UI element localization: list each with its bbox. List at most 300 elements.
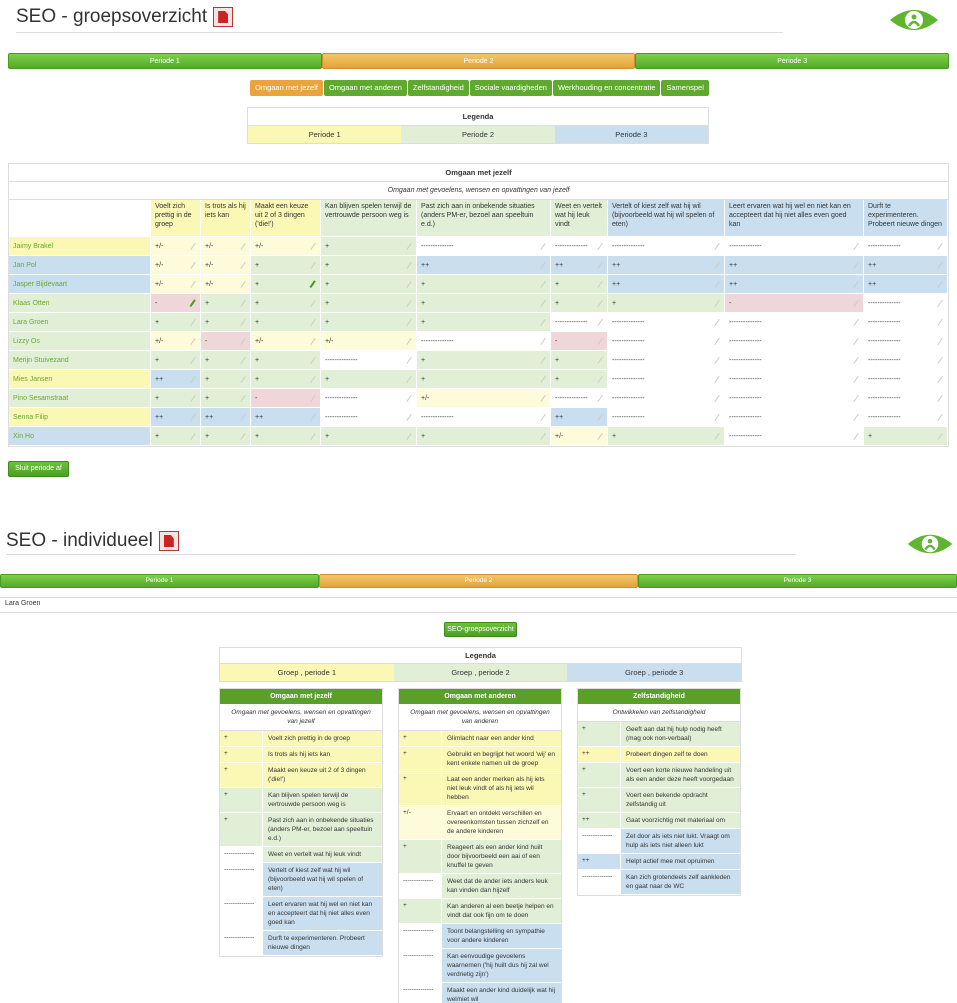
card-row	[399, 949, 561, 983]
score-cell[interactable]	[201, 370, 251, 389]
score-cell[interactable]	[251, 294, 321, 313]
column-header: Durft te experimenteren. Probeert nieuwe dingen	[864, 200, 948, 237]
edit-pencil-icon[interactable]	[933, 259, 943, 269]
score-value: +	[155, 433, 160, 440]
edit-pencil-icon[interactable]	[593, 297, 603, 307]
edit-pencil-icon[interactable]	[849, 373, 859, 383]
edit-pencil-icon[interactable]	[236, 259, 246, 269]
edit-pencil-icon[interactable]	[593, 316, 603, 326]
edit-pencil-icon[interactable]	[933, 430, 943, 440]
tab-samenspel[interactable]: Samenspel	[661, 80, 709, 96]
pdf-icon[interactable]	[159, 531, 179, 551]
score-cell[interactable]	[608, 256, 725, 275]
title-divider	[6, 554, 796, 555]
score-cell[interactable]	[551, 389, 608, 408]
group-overview-button[interactable]: SEO-groepsoverzicht	[444, 622, 517, 637]
score-cell[interactable]	[251, 332, 321, 351]
legend-item-1: Groep , periode 1	[220, 664, 394, 681]
score-cell[interactable]	[151, 389, 201, 408]
card-row	[220, 788, 382, 813]
pdf-icon[interactable]	[213, 7, 233, 27]
edit-pencil-icon[interactable]	[306, 335, 316, 345]
edit-pencil-icon[interactable]	[710, 297, 720, 307]
edit-pencil-icon[interactable]	[306, 430, 316, 440]
edit-pencil-icon[interactable]	[236, 316, 246, 326]
score-cell[interactable]	[608, 370, 725, 389]
edit-pencil-icon[interactable]	[710, 240, 720, 250]
edit-pencil-icon[interactable]	[849, 240, 859, 250]
score-cell[interactable]	[608, 427, 725, 446]
edit-pencil-icon[interactable]	[593, 240, 603, 250]
score-value: -	[255, 395, 258, 402]
score-cell[interactable]	[201, 332, 251, 351]
tab-omgaan-met-jezelf[interactable]: Omgaan met jezelf	[250, 80, 323, 96]
period-tab-3[interactable]: Periode 3	[635, 53, 949, 69]
score-cell[interactable]	[321, 313, 417, 332]
score-cell[interactable]	[551, 427, 608, 446]
edit-pencil-icon[interactable]	[306, 240, 316, 250]
score-cell[interactable]	[201, 313, 251, 332]
score-cell[interactable]	[608, 389, 725, 408]
edit-pencil-icon[interactable]	[402, 316, 412, 326]
edit-pencil-icon[interactable]	[593, 335, 603, 345]
edit-pencil-icon[interactable]	[849, 354, 859, 364]
score-value: --------------	[421, 243, 454, 250]
score-cell[interactable]	[725, 351, 864, 370]
edit-pencil-icon[interactable]	[710, 373, 720, 383]
score-cell[interactable]	[551, 408, 608, 427]
student-name-cell[interactable]: Xin Ho	[9, 427, 151, 446]
score-value: ++	[421, 262, 430, 269]
student-name-cell[interactable]: Klaas Otten	[9, 294, 151, 313]
score-cell[interactable]	[551, 313, 608, 332]
edit-pencil-icon[interactable]	[710, 316, 720, 326]
score-cell[interactable]	[551, 237, 608, 256]
score-cell[interactable]	[417, 237, 551, 256]
score-cell[interactable]	[251, 351, 321, 370]
edit-pencil-icon[interactable]	[710, 335, 720, 345]
edit-pencil-icon[interactable]	[536, 240, 546, 250]
score-cell[interactable]	[201, 294, 251, 313]
score-cell[interactable]	[321, 408, 417, 427]
card-row	[220, 863, 382, 897]
criterion-text: Maakt een ander kind duidelijk wat hij wel/niet wil	[442, 983, 561, 1003]
tab-zelfstandigheid[interactable]: Zelfstandigheid	[408, 80, 469, 96]
card-row	[578, 747, 740, 763]
score-cell[interactable]	[321, 256, 417, 275]
score-cell[interactable]	[608, 237, 725, 256]
student-name-cell[interactable]: Jan Pol	[9, 256, 151, 275]
score-cell[interactable]	[151, 408, 201, 427]
edit-pencil-icon[interactable]	[536, 392, 546, 402]
edit-pencil-icon[interactable]	[710, 430, 720, 440]
score-cell[interactable]: --------------	[220, 931, 263, 955]
edit-pencil-icon[interactable]	[236, 278, 246, 288]
score-cell[interactable]	[608, 351, 725, 370]
edit-pencil-icon[interactable]	[849, 297, 859, 307]
edit-pencil-icon[interactable]	[402, 392, 412, 402]
edit-pencil-icon[interactable]	[593, 430, 603, 440]
legend-item-2: Groep , periode 2	[394, 664, 568, 681]
score-cell[interactable]	[251, 256, 321, 275]
score-cell[interactable]	[417, 427, 551, 446]
edit-pencil-icon[interactable]	[402, 373, 412, 383]
score-cell[interactable]	[321, 351, 417, 370]
edit-pencil-icon[interactable]	[536, 354, 546, 364]
score-value: --------------	[868, 414, 901, 421]
column-header: Maakt een keuze uit 2 of 3 dingen ('die!')	[251, 200, 321, 237]
edit-pencil-icon[interactable]	[402, 411, 412, 421]
score-value: --------------	[729, 376, 762, 383]
student-name-cell[interactable]: Pino Sesamstraat	[9, 389, 151, 408]
score-cell[interactable]	[321, 294, 417, 313]
criterion-text: Kan anderen al een beetje helpen en vindt dat ook fijn om te doen	[442, 899, 561, 923]
score-cell[interactable]	[864, 237, 948, 256]
score-cell[interactable]: --------------	[399, 924, 442, 948]
score-cell[interactable]	[417, 294, 551, 313]
edit-pencil-icon[interactable]	[710, 392, 720, 402]
score-cell[interactable]	[725, 370, 864, 389]
edit-pencil-icon[interactable]	[710, 354, 720, 364]
edit-pencil-icon[interactable]	[849, 392, 859, 402]
edit-pencil-icon[interactable]	[186, 278, 196, 288]
student-name-cell[interactable]: Jaimy Brakel	[9, 237, 151, 256]
period-tab-3[interactable]: Periode 3	[638, 574, 957, 588]
score-cell[interactable]	[551, 256, 608, 275]
edit-pencil-icon[interactable]	[186, 411, 196, 421]
score-value: ++	[612, 262, 621, 269]
score-cell[interactable]	[551, 370, 608, 389]
score-cell[interactable]	[864, 427, 948, 446]
score-cell[interactable]	[864, 389, 948, 408]
score-value: +	[555, 281, 560, 288]
edit-pencil-icon[interactable]	[593, 259, 603, 269]
score-cell[interactable]	[551, 351, 608, 370]
score-cell[interactable]: +/-	[399, 806, 442, 839]
score-cell[interactable]	[417, 332, 551, 351]
score-value: +	[255, 300, 260, 307]
edit-pencil-icon[interactable]	[236, 392, 246, 402]
edit-pencil-icon[interactable]	[186, 335, 196, 345]
score-value: ++	[155, 414, 164, 421]
edit-pencil-icon[interactable]	[402, 240, 412, 250]
score-cell[interactable]: +	[578, 788, 621, 812]
criterion-text: Weet dat de ander iets anders leuk kan vinden dan hijzelf	[442, 874, 561, 898]
tab-omgaan-met-anderen[interactable]: Omgaan met anderen	[324, 80, 407, 96]
score-cell[interactable]: +	[220, 747, 263, 762]
score-value: ++	[555, 414, 564, 421]
score-cell[interactable]	[608, 313, 725, 332]
edit-pencil-icon[interactable]	[402, 278, 412, 288]
edit-pencil-icon[interactable]	[593, 392, 603, 402]
edit-pencil-icon[interactable]	[306, 259, 316, 269]
score-cell[interactable]	[864, 313, 948, 332]
student-name-cell[interactable]: Mies Jansen	[9, 370, 151, 389]
score-cell[interactable]: +	[578, 763, 621, 787]
close-period-button[interactable]: Sluit periode af	[8, 461, 69, 477]
edit-pencil-icon[interactable]	[236, 373, 246, 383]
tab-werkhouding[interactable]: Werkhouding en concentratie	[553, 80, 660, 96]
score-cell[interactable]	[608, 275, 725, 294]
edit-pencil-icon[interactable]	[402, 259, 412, 269]
edit-pencil-icon[interactable]	[536, 335, 546, 345]
score-value: +	[421, 300, 426, 307]
edit-pencil-icon[interactable]	[849, 278, 859, 288]
score-cell[interactable]	[551, 294, 608, 313]
edit-pencil-icon[interactable]	[236, 240, 246, 250]
score-value: ++	[868, 262, 877, 269]
criterion-text: Probeert dingen zelf te doen	[621, 747, 740, 762]
score-cell[interactable]	[864, 408, 948, 427]
edit-pencil-icon[interactable]	[536, 259, 546, 269]
edit-pencil-icon[interactable]	[306, 278, 316, 288]
edit-pencil-icon[interactable]	[306, 373, 316, 383]
score-value: +	[255, 376, 260, 383]
score-cell[interactable]	[201, 275, 251, 294]
score-cell[interactable]	[725, 294, 864, 313]
score-value: --------------	[325, 414, 358, 421]
score-cell[interactable]: +	[220, 813, 263, 846]
edit-pencil-icon[interactable]	[849, 335, 859, 345]
edit-pencil-icon[interactable]	[306, 411, 316, 421]
student-name-cell[interactable]: Jasper Bijdevaart	[9, 275, 151, 294]
score-cell[interactable]	[151, 256, 201, 275]
edit-pencil-icon[interactable]	[186, 240, 196, 250]
edit-pencil-icon[interactable]	[402, 354, 412, 364]
edit-pencil-icon[interactable]	[593, 354, 603, 364]
edit-pencil-icon[interactable]	[536, 297, 546, 307]
score-cell[interactable]	[864, 256, 948, 275]
edit-pencil-icon[interactable]	[306, 316, 316, 326]
score-cell[interactable]	[417, 275, 551, 294]
score-cell[interactable]: +	[399, 747, 442, 771]
edit-pencil-icon[interactable]	[933, 335, 943, 345]
student-name-cell[interactable]: Merijn Stuivezand	[9, 351, 151, 370]
score-cell[interactable]: +	[399, 899, 442, 923]
score-cell[interactable]	[864, 294, 948, 313]
score-value: +	[205, 433, 210, 440]
score-cell[interactable]	[864, 370, 948, 389]
score-cell[interactable]	[151, 294, 201, 313]
edit-pencil-icon[interactable]	[933, 297, 943, 307]
edit-pencil-icon[interactable]	[849, 430, 859, 440]
score-cell[interactable]: +	[399, 731, 442, 746]
score-cell[interactable]	[608, 332, 725, 351]
score-cell[interactable]	[417, 408, 551, 427]
edit-pencil-icon[interactable]	[933, 411, 943, 421]
period-tab-1[interactable]: Periode 1	[8, 53, 322, 69]
edit-pencil-icon[interactable]	[933, 240, 943, 250]
edit-pencil-icon[interactable]	[402, 335, 412, 345]
edit-pencil-icon[interactable]	[306, 297, 316, 307]
score-cell[interactable]	[151, 313, 201, 332]
score-cell[interactable]	[251, 275, 321, 294]
edit-pencil-icon[interactable]	[236, 354, 246, 364]
score-cell[interactable]	[251, 370, 321, 389]
period-tab-1[interactable]: Periode 1	[0, 574, 319, 588]
score-cell[interactable]: ++	[578, 813, 621, 828]
score-cell[interactable]: --------------	[220, 863, 263, 896]
edit-pencil-icon[interactable]	[593, 411, 603, 421]
score-cell[interactable]	[608, 294, 725, 313]
edit-pencil-icon[interactable]	[236, 297, 246, 307]
score-value: +	[612, 300, 617, 307]
edit-pencil-icon[interactable]	[933, 392, 943, 402]
edit-pencil-icon[interactable]	[593, 373, 603, 383]
score-cell[interactable]	[417, 389, 551, 408]
student-name-cell[interactable]: Lara Groen	[9, 313, 151, 332]
edit-pencil-icon[interactable]	[710, 411, 720, 421]
tab-sociale-vaardigheden[interactable]: Sociale vaardigheden	[470, 80, 552, 96]
edit-pencil-icon[interactable]	[186, 354, 196, 364]
score-cell[interactable]	[251, 427, 321, 446]
score-cell[interactable]	[725, 332, 864, 351]
score-value: --------------	[868, 395, 901, 402]
score-value: +	[255, 281, 260, 288]
score-value: +	[325, 281, 330, 288]
score-cell[interactable]: --------------	[220, 847, 263, 862]
card-row	[220, 847, 382, 863]
score-cell[interactable]	[201, 408, 251, 427]
score-cell[interactable]	[417, 256, 551, 275]
score-cell[interactable]: +	[220, 763, 263, 787]
score-cell[interactable]	[725, 256, 864, 275]
score-cell[interactable]	[417, 370, 551, 389]
score-cell[interactable]	[864, 275, 948, 294]
edit-pencil-icon[interactable]	[536, 373, 546, 383]
score-cell[interactable]	[201, 256, 251, 275]
score-cell[interactable]	[417, 351, 551, 370]
score-value: --------------	[729, 357, 762, 364]
score-cell[interactable]	[321, 237, 417, 256]
score-cell[interactable]	[608, 408, 725, 427]
edit-pencil-icon[interactable]	[933, 373, 943, 383]
score-cell[interactable]	[321, 389, 417, 408]
edit-pencil-icon[interactable]	[933, 316, 943, 326]
score-cell[interactable]: --------------	[220, 897, 263, 930]
score-cell[interactable]	[151, 351, 201, 370]
edit-pencil-icon[interactable]	[186, 373, 196, 383]
edit-pencil-icon[interactable]	[933, 354, 943, 364]
score-value: --------------	[421, 338, 454, 345]
edit-pencil-icon[interactable]	[402, 430, 412, 440]
score-value: +	[205, 300, 210, 307]
student-name-cell[interactable]: Lizzy Os	[9, 332, 151, 351]
score-cell[interactable]	[151, 275, 201, 294]
edit-pencil-icon[interactable]	[186, 392, 196, 402]
edit-pencil-icon[interactable]	[236, 430, 246, 440]
edit-pencil-icon[interactable]	[849, 316, 859, 326]
score-cell[interactable]	[201, 351, 251, 370]
edit-pencil-icon[interactable]	[849, 259, 859, 269]
edit-pencil-icon[interactable]	[186, 297, 196, 307]
student-name-cell[interactable]: Senna Filip	[9, 408, 151, 427]
score-cell[interactable]: --------------	[399, 949, 442, 982]
edit-pencil-icon[interactable]	[306, 354, 316, 364]
score-cell[interactable]	[725, 313, 864, 332]
criterion-text: Gebruikt en begrijpt het woord 'wij' en kent enkele namen uit de groep	[442, 747, 561, 771]
score-cell[interactable]: --------------	[578, 870, 621, 894]
score-cell[interactable]	[251, 408, 321, 427]
score-cell[interactable]: +	[399, 772, 442, 805]
score-cell[interactable]	[321, 332, 417, 351]
edit-pencil-icon[interactable]	[402, 297, 412, 307]
score-cell[interactable]	[201, 389, 251, 408]
score-cell[interactable]	[725, 275, 864, 294]
edit-pencil-icon[interactable]	[536, 316, 546, 326]
card-row	[578, 813, 740, 829]
score-cell[interactable]: ++	[578, 854, 621, 869]
score-cell[interactable]: --------------	[578, 829, 621, 853]
score-cell[interactable]	[151, 332, 201, 351]
score-cell[interactable]	[551, 332, 608, 351]
edit-pencil-icon[interactable]	[536, 411, 546, 421]
edit-pencil-icon[interactable]	[710, 278, 720, 288]
score-cell[interactable]	[321, 275, 417, 294]
score-cell[interactable]	[725, 237, 864, 256]
score-cell[interactable]	[251, 237, 321, 256]
eye-logo-icon	[906, 530, 954, 558]
score-cell[interactable]	[201, 237, 251, 256]
column-header: Vertelt of kiest zelf wat hij wil (bijvoorbeeld wat hij wil spelen of eten)	[608, 200, 725, 237]
score-cell[interactable]: +	[399, 840, 442, 873]
criterion-text: Kan zich grotendeels zelf aankleden en gaat naar de WC	[621, 870, 740, 894]
legend-top	[247, 107, 709, 144]
score-value: --------------	[612, 319, 645, 326]
score-cell[interactable]	[251, 389, 321, 408]
score-cell[interactable]	[201, 427, 251, 446]
score-cell[interactable]	[725, 389, 864, 408]
period-tab-2[interactable]: Periode 2	[322, 53, 636, 69]
edit-pencil-icon[interactable]	[186, 430, 196, 440]
period-tab-2[interactable]: Periode 2	[319, 574, 638, 588]
edit-pencil-icon[interactable]	[186, 316, 196, 326]
edit-pencil-icon[interactable]	[536, 430, 546, 440]
score-cell[interactable]	[151, 427, 201, 446]
edit-pencil-icon[interactable]	[593, 278, 603, 288]
score-cell[interactable]	[321, 427, 417, 446]
score-cell[interactable]: +	[220, 731, 263, 746]
score-value: +	[325, 300, 330, 307]
score-cell[interactable]	[151, 237, 201, 256]
edit-pencil-icon[interactable]	[536, 278, 546, 288]
edit-pencil-icon[interactable]	[933, 278, 943, 288]
score-cell[interactable]	[725, 427, 864, 446]
edit-pencil-icon[interactable]	[849, 411, 859, 421]
score-cell[interactable]: +	[220, 788, 263, 812]
score-cell[interactable]	[151, 370, 201, 389]
student-divider-bottom	[0, 612, 957, 613]
score-value: --------------	[325, 357, 358, 364]
edit-pencil-icon[interactable]	[710, 259, 720, 269]
score-cell[interactable]	[725, 408, 864, 427]
score-cell[interactable]	[864, 332, 948, 351]
edit-pencil-icon[interactable]	[236, 335, 246, 345]
edit-pencil-icon[interactable]	[306, 392, 316, 402]
score-cell[interactable]: +	[578, 722, 621, 746]
score-cell[interactable]	[251, 313, 321, 332]
score-cell[interactable]	[551, 275, 608, 294]
score-cell[interactable]	[417, 313, 551, 332]
score-value: +	[555, 357, 560, 364]
score-cell[interactable]: --------------	[399, 874, 442, 898]
score-cell[interactable]	[321, 370, 417, 389]
edit-pencil-icon[interactable]	[186, 259, 196, 269]
score-cell[interactable]: --------------	[399, 983, 442, 1003]
edit-pencil-icon[interactable]	[236, 411, 246, 421]
score-cell[interactable]	[864, 351, 948, 370]
score-cell[interactable]: ++	[578, 747, 621, 762]
